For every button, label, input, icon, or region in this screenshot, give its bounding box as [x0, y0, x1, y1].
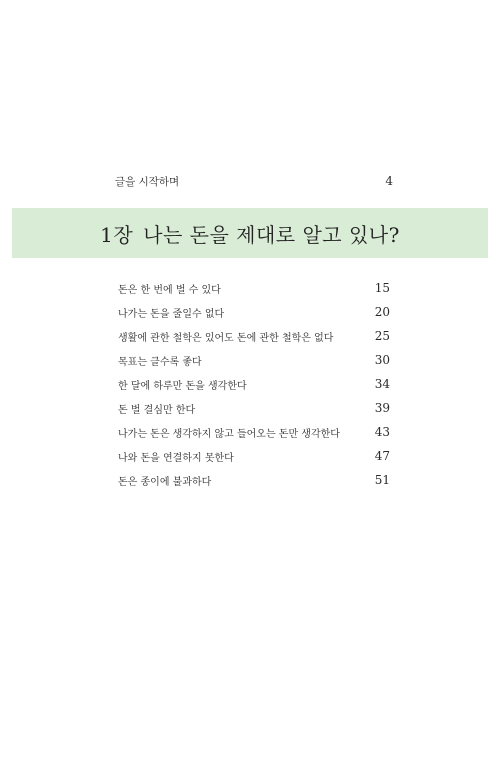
toc-item-label: 돈은 종이에 불과하다 — [118, 476, 212, 488]
toc-item-label: 나가는 돈은 생각하지 않고 들어오는 돈만 생각한다 — [118, 428, 340, 440]
toc-item — [118, 420, 390, 444]
toc-item-page: 51 — [374, 473, 390, 487]
chapter-title: 나는 돈을 제대로 알고 있나? — [143, 222, 400, 247]
chapter-heading — [12, 208, 488, 258]
intro-page-number: 4 — [385, 174, 393, 188]
toc-list — [118, 276, 390, 492]
toc-item-label: 한 달에 하루만 돈을 생각한다 — [118, 380, 247, 392]
toc-item-page: 43 — [374, 425, 390, 439]
chapter-heading-band — [12, 208, 488, 258]
toc-item — [118, 276, 390, 300]
toc-item-label: 돈은 한 번에 벌 수 있다 — [118, 284, 221, 296]
toc-item — [118, 348, 390, 372]
toc-item — [118, 372, 390, 396]
toc-item-label: 나가는 돈을 줄일수 없다 — [118, 308, 225, 320]
toc-item-page: 25 — [374, 329, 390, 343]
toc-item-page: 47 — [374, 449, 390, 463]
toc-item-page: 15 — [374, 281, 390, 295]
toc-item-page: 20 — [374, 305, 390, 319]
toc-item-page: 30 — [374, 353, 390, 367]
toc-item — [118, 468, 390, 492]
toc-item-label: 나와 돈을 연결하지 못한다 — [118, 452, 234, 464]
toc-intro-row — [115, 172, 393, 190]
toc-item — [118, 300, 390, 324]
toc-item-label: 돈 벌 결심만 한다 — [118, 404, 196, 416]
toc-item-page: 34 — [374, 377, 390, 391]
toc-item-label: 생활에 관한 철학은 있어도 돈에 관한 철학은 없다 — [118, 332, 334, 344]
intro-title: 글을 시작하며 — [115, 175, 180, 188]
toc-item-label: 목표는 클수록 좋다 — [118, 356, 202, 368]
toc-item — [118, 444, 390, 468]
toc-item — [118, 396, 390, 420]
toc-item — [118, 324, 390, 348]
toc-item-page: 39 — [374, 401, 390, 415]
chapter-number: 1장 — [100, 222, 134, 247]
